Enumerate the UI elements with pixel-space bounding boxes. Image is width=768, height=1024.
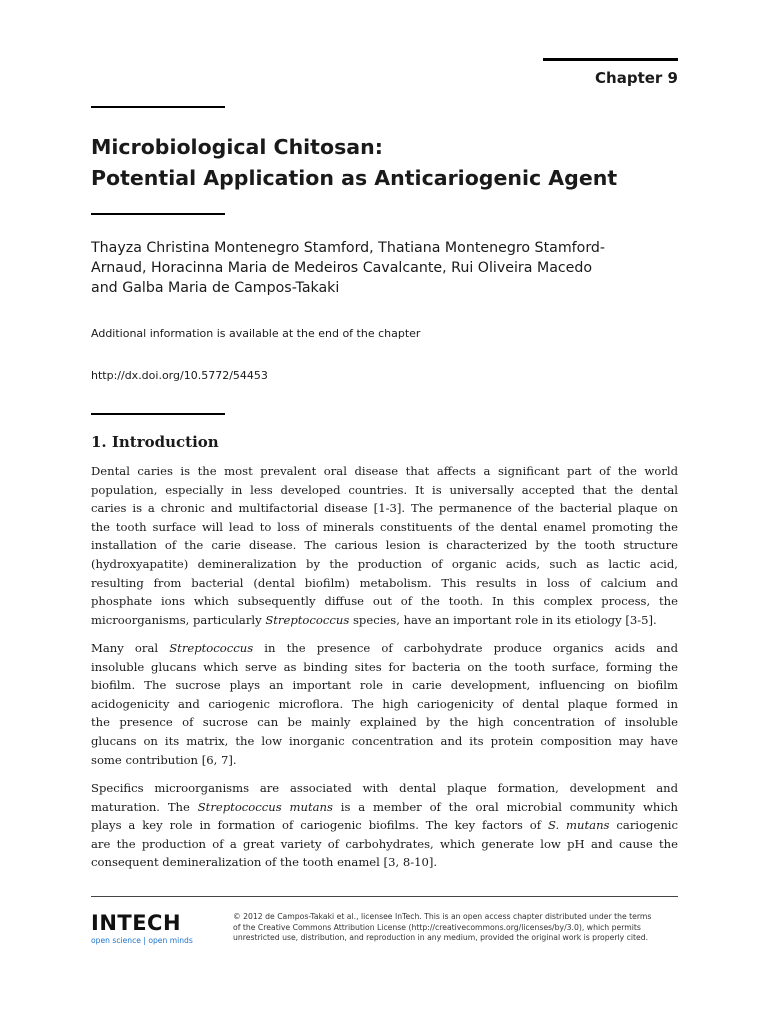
- paragraph-line: acidogenicity and cariogenic microflora. The high cariogenicity of dental plaque formed in: [91, 696, 678, 711]
- text-run: Many oral: [91, 641, 170, 655]
- paragraph-line: consequent demineralization of the tooth enamel [3, 8-10].: [91, 855, 438, 870]
- text-run: in the presence of carbohydrate produce organics acids and: [253, 641, 678, 655]
- logo-wordmark: INTECH: [91, 911, 182, 935]
- authors-line-1: Thayza Christina Montenegro Stamford, Thatiana Montenegro Stamford-: [91, 240, 606, 256]
- section-heading: 1. Introduction: [91, 433, 219, 451]
- paragraph-1: [91, 462, 678, 629]
- text-run: maturation. The: [91, 799, 198, 814]
- paragraph-line: the tooth surface will lead to loss of minerals constituents of the dental enamel promoting the: [91, 519, 678, 534]
- paragraph-line: [91, 639, 678, 658]
- species-name: Streptococcus mutans: [197, 799, 333, 814]
- doi-link[interactable]: http://dx.doi.org/10.5772/54453: [91, 369, 268, 382]
- intech-logo: [91, 910, 191, 946]
- license-line: © 2012 de Campos-Takaki et al., licensee InTech. This is an open access chapter distributed under the terms: [233, 912, 652, 921]
- authors-line-2: Arnaud, Horacinna Maria de Medeiros Cavalcante, Rui Oliveira Macedo: [91, 260, 593, 276]
- species-name: Streptococcus: [265, 612, 350, 627]
- license-line: unrestricted use, distribution, and reproduction in any medium, provided the original work is properly cited.: [233, 933, 649, 942]
- paragraph-line: Dental caries is the most prevalent oral disease that affects a significant part of the world: [91, 464, 678, 478]
- paragraph-line: phosphate ions which subsequently diffuse out of the tooth. In this complex process, the: [91, 594, 678, 609]
- paragraph-line: are the production of a great variety of carbohydrates, which generate low pH and cause the: [91, 836, 678, 851]
- paragraph-line: glucans on its matrix, the low inorganic concentration and its protein composition may have: [91, 733, 678, 748]
- chapter-label: Chapter 9: [595, 69, 678, 87]
- paragraph-line: the presence of sucrose can be mainly explained by the high concentration of insoluble: [91, 715, 678, 730]
- paragraph-2: [91, 639, 678, 769]
- license-line: of the Creative Commons Attribution License (http://creativecommons.org/licenses/by/3.0), which permits: [233, 922, 641, 932]
- text-run: species, have an important role in its etiology [3-5].: [349, 612, 657, 627]
- title-top-rule: [91, 106, 225, 108]
- paragraph-line: [91, 611, 678, 630]
- paragraph-line: biofilm. The sucrose plays an important role in carie development, influencing on biofilm: [91, 678, 678, 693]
- paragraph-line: installation of the carie disease. The carious lesion is characterized by the tooth structure: [91, 538, 678, 553]
- paragraph-line: population, especially in less developed countries. It is universally accepted that the dental: [91, 482, 678, 497]
- license-notice: [233, 912, 683, 944]
- additional-info-note: Additional information is available at the end of the chapter: [91, 327, 421, 340]
- paragraph-3: [91, 779, 678, 872]
- paragraph-line: [91, 816, 678, 835]
- paragraph-line: [91, 798, 678, 817]
- title-bottom-rule: [91, 213, 225, 215]
- author-list: [91, 238, 691, 298]
- footer-rule: [91, 896, 678, 897]
- text-run: cariogenic: [609, 818, 678, 833]
- section-rule: [91, 413, 225, 415]
- title-line-1: Microbiological Chitosan:: [91, 135, 383, 159]
- chapter-title: [91, 132, 691, 194]
- species-name: S. mutans: [547, 818, 610, 833]
- chapter-rule: [543, 58, 678, 61]
- title-line-2: Potential Application as Anticariogenic Agent: [91, 166, 618, 190]
- paragraph-line: (hydroxyapatite) demineralization by the production of organic acids, such as lactic acid,: [91, 556, 678, 571]
- paragraph-line: some contribution [6, 7].: [91, 752, 237, 767]
- text-run: microorganisms, particularly: [91, 612, 266, 627]
- paragraph-line: insoluble glucans which serve as binding sites for bacteria on the tooth surface, forming the: [91, 659, 678, 674]
- paragraph-line: resulting from bacterial (dental biofilm) metabolism. This results in loss of calcium and: [91, 575, 678, 590]
- species-name: Streptococcus: [169, 641, 254, 655]
- authors-line-3: and Galba Maria de Campos-Takaki: [91, 280, 340, 296]
- paragraph-line: caries is a chronic and multifactorial disease [1-3]. The permanence of the bacterial plaque on: [91, 501, 678, 516]
- logo-tagline: open science | open minds: [91, 936, 193, 945]
- text-run: is a member of the oral microbial community which: [332, 799, 678, 814]
- paragraph-line: Specifics microorganisms are associated with dental plaque formation, development and: [91, 781, 678, 795]
- text-run: plays a key role in formation of cariogenic biofilms. The key factors of: [91, 818, 548, 833]
